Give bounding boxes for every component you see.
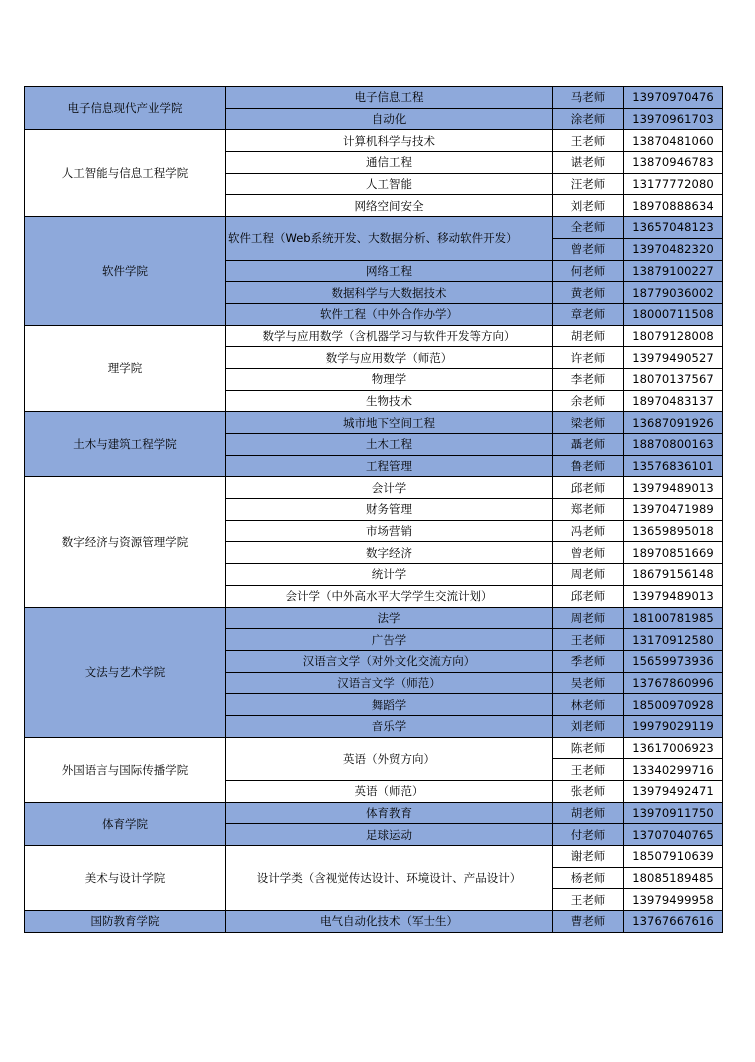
teacher-name: 王老师 bbox=[553, 629, 624, 651]
teacher-name: 郑老师 bbox=[553, 499, 624, 521]
teacher-name: 付老师 bbox=[553, 824, 624, 846]
phone-number: 13659895018 bbox=[624, 520, 723, 542]
teacher-name: 林老师 bbox=[553, 694, 624, 716]
phone-number: 13979492471 bbox=[624, 781, 723, 803]
phone-number: 18870800163 bbox=[624, 434, 723, 456]
teacher-name: 王老师 bbox=[553, 130, 624, 152]
teacher-name: 周老师 bbox=[553, 607, 624, 629]
teacher-name: 章老师 bbox=[553, 303, 624, 325]
program-name: 计算机科学与技术 bbox=[226, 130, 553, 152]
program-name: 广告学 bbox=[226, 629, 553, 651]
program-name: 软件工程（Web系统开发、大数据分析、移动软件开发） bbox=[226, 217, 553, 260]
phone-number: 13979489013 bbox=[624, 585, 723, 607]
program-name: 体育教育 bbox=[226, 802, 553, 824]
program-name: 音乐学 bbox=[226, 715, 553, 737]
teacher-name: 冯老师 bbox=[553, 520, 624, 542]
phone-number: 18679156148 bbox=[624, 564, 723, 586]
phone-number: 13340299716 bbox=[624, 759, 723, 781]
table-row bbox=[25, 412, 723, 434]
program-name: 数学与应用数学（师范） bbox=[226, 347, 553, 369]
table-row bbox=[25, 477, 723, 499]
phone-number: 13617006923 bbox=[624, 737, 723, 759]
teacher-name: 全老师 bbox=[553, 217, 624, 239]
table-body bbox=[25, 87, 723, 933]
college-name: 土木与建筑工程学院 bbox=[25, 412, 226, 477]
program-name: 生物技术 bbox=[226, 390, 553, 412]
program-name: 设计学类（含视觉传达设计、环境设计、产品设计） bbox=[226, 846, 553, 911]
teacher-name: 陈老师 bbox=[553, 737, 624, 759]
table-row bbox=[25, 911, 723, 933]
table-row bbox=[25, 325, 723, 347]
teacher-name: 张老师 bbox=[553, 781, 624, 803]
table-row bbox=[25, 607, 723, 629]
teacher-name: 曾老师 bbox=[553, 238, 624, 260]
program-name: 会计学（中外高水平大学学生交流计划） bbox=[226, 585, 553, 607]
program-name: 通信工程 bbox=[226, 152, 553, 174]
table-row bbox=[25, 217, 723, 239]
phone-number: 18507910639 bbox=[624, 846, 723, 868]
college-name: 国防教育学院 bbox=[25, 911, 226, 933]
program-name: 统计学 bbox=[226, 564, 553, 586]
teacher-name: 黄老师 bbox=[553, 282, 624, 304]
teacher-name: 李老师 bbox=[553, 368, 624, 390]
teacher-name: 王老师 bbox=[553, 759, 624, 781]
phone-number: 13767860996 bbox=[624, 672, 723, 694]
program-name: 足球运动 bbox=[226, 824, 553, 846]
phone-number: 13657048123 bbox=[624, 217, 723, 239]
teacher-name: 何老师 bbox=[553, 260, 624, 282]
program-name: 英语（师范） bbox=[226, 781, 553, 803]
teacher-name: 吴老师 bbox=[553, 672, 624, 694]
program-name: 网络空间安全 bbox=[226, 195, 553, 217]
college-name: 软件学院 bbox=[25, 217, 226, 325]
program-name: 土木工程 bbox=[226, 434, 553, 456]
phone-number: 13870946783 bbox=[624, 152, 723, 174]
table-row bbox=[25, 130, 723, 152]
teacher-name: 王老师 bbox=[553, 889, 624, 911]
phone-number: 13979499958 bbox=[624, 889, 723, 911]
phone-number: 13970471989 bbox=[624, 499, 723, 521]
phone-number: 13979489013 bbox=[624, 477, 723, 499]
phone-number: 13767667616 bbox=[624, 911, 723, 933]
phone-number: 18100781985 bbox=[624, 607, 723, 629]
phone-number: 13177772080 bbox=[624, 173, 723, 195]
teacher-name: 鲁老师 bbox=[553, 455, 624, 477]
teacher-name: 谢老师 bbox=[553, 846, 624, 868]
table-row bbox=[25, 846, 723, 868]
teacher-name: 谌老师 bbox=[553, 152, 624, 174]
teacher-name: 季老师 bbox=[553, 650, 624, 672]
phone-number: 18079128008 bbox=[624, 325, 723, 347]
phone-number: 18970483137 bbox=[624, 390, 723, 412]
phone-number: 13970911750 bbox=[624, 802, 723, 824]
program-name: 法学 bbox=[226, 607, 553, 629]
teacher-name: 梁老师 bbox=[553, 412, 624, 434]
teacher-name: 聶老师 bbox=[553, 434, 624, 456]
program-name: 软件工程（中外合作办学） bbox=[226, 303, 553, 325]
phone-number: 18779036002 bbox=[624, 282, 723, 304]
phone-number: 13170912580 bbox=[624, 629, 723, 651]
program-name: 工程管理 bbox=[226, 455, 553, 477]
program-name: 数字经济 bbox=[226, 542, 553, 564]
program-name: 电子信息工程 bbox=[226, 87, 553, 109]
phone-number: 18085189485 bbox=[624, 867, 723, 889]
teacher-name: 曾老师 bbox=[553, 542, 624, 564]
table-row bbox=[25, 802, 723, 824]
phone-number: 19979029119 bbox=[624, 715, 723, 737]
teacher-name: 汪老师 bbox=[553, 173, 624, 195]
phone-number: 13879100227 bbox=[624, 260, 723, 282]
program-name: 网络工程 bbox=[226, 260, 553, 282]
teacher-name: 余老师 bbox=[553, 390, 624, 412]
college-name: 美术与设计学院 bbox=[25, 846, 226, 911]
phone-number: 18000711508 bbox=[624, 303, 723, 325]
college-name: 外国语言与国际传播学院 bbox=[25, 737, 226, 802]
phone-number: 18970888634 bbox=[624, 195, 723, 217]
program-name: 汉语言文学（师范） bbox=[226, 672, 553, 694]
phone-number: 15659973936 bbox=[624, 650, 723, 672]
teacher-name: 周老师 bbox=[553, 564, 624, 586]
teacher-name: 胡老师 bbox=[553, 802, 624, 824]
teacher-name: 胡老师 bbox=[553, 325, 624, 347]
teacher-name: 邱老师 bbox=[553, 477, 624, 499]
admissions-contact-table bbox=[24, 86, 723, 933]
phone-number: 18070137567 bbox=[624, 368, 723, 390]
college-name: 体育学院 bbox=[25, 802, 226, 845]
phone-number: 13970482320 bbox=[624, 238, 723, 260]
college-name: 电子信息现代产业学院 bbox=[25, 87, 226, 130]
college-name: 人工智能与信息工程学院 bbox=[25, 130, 226, 217]
program-name: 会计学 bbox=[226, 477, 553, 499]
program-name: 财务管理 bbox=[226, 499, 553, 521]
table-row bbox=[25, 737, 723, 759]
program-name: 数学与应用数学（含机器学习与软件开发等方向） bbox=[226, 325, 553, 347]
program-name: 汉语言文学（对外文化交流方向） bbox=[226, 650, 553, 672]
teacher-name: 曹老师 bbox=[553, 911, 624, 933]
college-name: 理学院 bbox=[25, 325, 226, 412]
phone-number: 13970970476 bbox=[624, 87, 723, 109]
program-name: 数据科学与大数据技术 bbox=[226, 282, 553, 304]
phone-number: 13970961703 bbox=[624, 108, 723, 130]
program-name: 城市地下空间工程 bbox=[226, 412, 553, 434]
teacher-name: 许老师 bbox=[553, 347, 624, 369]
phone-number: 18500970928 bbox=[624, 694, 723, 716]
program-name: 英语（外贸方向） bbox=[226, 737, 553, 780]
phone-number: 13979490527 bbox=[624, 347, 723, 369]
program-name: 物理学 bbox=[226, 368, 553, 390]
phone-number: 13707040765 bbox=[624, 824, 723, 846]
college-name: 数字经济与资源管理学院 bbox=[25, 477, 226, 607]
program-name: 市场营销 bbox=[226, 520, 553, 542]
teacher-name: 刘老师 bbox=[553, 715, 624, 737]
teacher-name: 杨老师 bbox=[553, 867, 624, 889]
phone-number: 18970851669 bbox=[624, 542, 723, 564]
program-name: 舞蹈学 bbox=[226, 694, 553, 716]
teacher-name: 刘老师 bbox=[553, 195, 624, 217]
college-name: 文法与艺术学院 bbox=[25, 607, 226, 737]
table-row bbox=[25, 87, 723, 109]
program-name: 人工智能 bbox=[226, 173, 553, 195]
teacher-name: 涂老师 bbox=[553, 108, 624, 130]
phone-number: 13870481060 bbox=[624, 130, 723, 152]
teacher-name: 邱老师 bbox=[553, 585, 624, 607]
teacher-name: 马老师 bbox=[553, 87, 624, 109]
program-name: 自动化 bbox=[226, 108, 553, 130]
program-name: 电气自动化技术（军士生） bbox=[226, 911, 553, 933]
phone-number: 13687091926 bbox=[624, 412, 723, 434]
phone-number: 13576836101 bbox=[624, 455, 723, 477]
